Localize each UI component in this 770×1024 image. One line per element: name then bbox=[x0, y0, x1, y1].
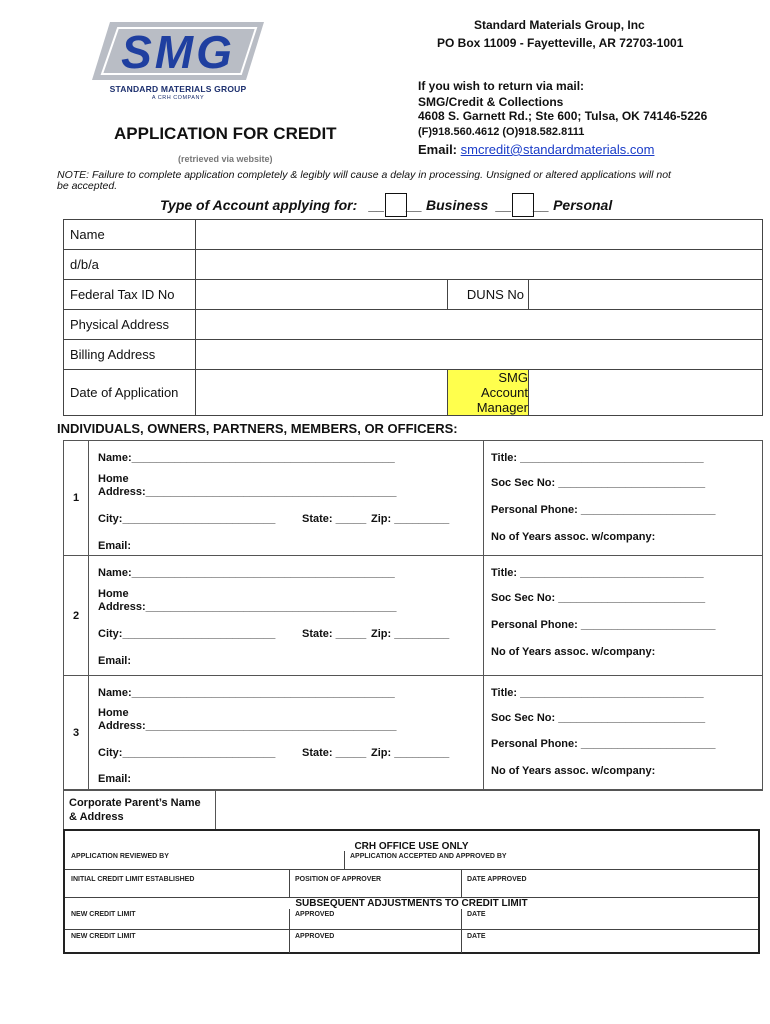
duns-field[interactable] bbox=[529, 280, 763, 310]
individual-row bbox=[64, 676, 763, 790]
person-name-field[interactable]: Name:___________________________________________ bbox=[98, 687, 395, 699]
home-address-field[interactable]: Address:_________________________________________ bbox=[98, 601, 397, 613]
tax-id-field[interactable] bbox=[196, 280, 448, 310]
office-use-title: CRH OFFICE USE ONLY bbox=[354, 841, 469, 852]
individuals-title: INDIVIDUALS, OWNERS, PARTNERS, MEMBERS, OR OFFICERS: bbox=[57, 421, 458, 436]
row-number: 1 bbox=[64, 441, 89, 556]
note-text: NOTE: Failure to complete application completely & legibly will cause a delay in processing. Unsigned or altered applications will not be accepted. bbox=[57, 169, 671, 192]
years-field[interactable]: No of Years assoc. w/company: bbox=[491, 765, 656, 777]
person-name-field[interactable]: Name:___________________________________________ bbox=[98, 567, 395, 579]
phone-field[interactable]: Personal Phone: ______________________ bbox=[491, 619, 716, 631]
svg-text:SMG: SMG bbox=[121, 26, 235, 78]
ssn-field[interactable]: Soc Sec No: ________________________ bbox=[491, 592, 706, 604]
physical-address-label: Physical Address bbox=[64, 310, 196, 340]
mail-phones: (F)918.560.4612 (O)918.582.8111 bbox=[418, 126, 585, 138]
company-name: Standard Materials Group, Inc bbox=[474, 18, 645, 32]
corporate-parent-label bbox=[64, 791, 216, 830]
individual-right-cell bbox=[484, 676, 763, 790]
date-label: DATE bbox=[467, 933, 486, 940]
smg-manager-label bbox=[448, 370, 529, 416]
approved-label: APPROVED bbox=[295, 911, 335, 918]
years-field[interactable]: No of Years assoc. w/company: bbox=[491, 531, 656, 543]
retrieved-note: (retrieved via website) bbox=[178, 154, 273, 164]
mail-address: 4608 S. Garnett Rd.; Ste 600; Tulsa, OK 74146-5226 bbox=[418, 109, 708, 123]
individual-right-cell bbox=[484, 556, 763, 676]
city-field[interactable]: City:_________________________ bbox=[98, 513, 276, 525]
billing-address-label: Billing Address bbox=[64, 340, 196, 370]
tax-id-label: Federal Tax ID No bbox=[64, 280, 196, 310]
office-use-section bbox=[63, 829, 760, 954]
home-label: Home bbox=[98, 473, 129, 485]
account-type-row: Type of Account applying for: __ __ Business __ __ Personal bbox=[160, 193, 612, 217]
account-type-label: Type of Account applying for: bbox=[160, 197, 358, 213]
individual-left-cell bbox=[89, 441, 484, 556]
new-limit-label: NEW CREDIT LIMIT bbox=[71, 911, 136, 918]
smg-manager-label-line1: SMG Account bbox=[481, 370, 528, 400]
email-field[interactable]: Email: bbox=[98, 773, 132, 785]
state-field[interactable]: State: _____ bbox=[302, 628, 367, 640]
smg-manager-label-line2: Manager bbox=[476, 400, 528, 415]
page-title: APPLICATION FOR CREDIT bbox=[114, 124, 337, 143]
state-field[interactable]: State: _____ bbox=[302, 513, 367, 525]
reviewed-by-label: APPLICATION REVIEWED BY bbox=[71, 853, 169, 860]
billing-address-field[interactable] bbox=[196, 340, 763, 370]
home-address-field[interactable]: Address:_________________________________________ bbox=[98, 720, 397, 732]
email-link[interactable]: smcredit@standardmaterials.com bbox=[460, 142, 655, 157]
name-field[interactable] bbox=[196, 220, 763, 250]
individuals-table bbox=[63, 440, 763, 790]
home-label: Home bbox=[98, 707, 129, 719]
applicant-info-table bbox=[63, 219, 763, 416]
dba-field[interactable] bbox=[196, 250, 763, 280]
company-po-box: PO Box 11009 - Fayetteville, AR 72703-1001 bbox=[437, 36, 684, 50]
business-checkbox[interactable] bbox=[385, 193, 407, 217]
ssn-field[interactable]: Soc Sec No: ________________________ bbox=[491, 477, 706, 489]
initial-limit-label: INITIAL CREDIT LIMIT ESTABLISHED bbox=[71, 876, 195, 883]
row-number: 2 bbox=[64, 556, 89, 676]
position-label: POSITION OF APPROVER bbox=[295, 876, 382, 883]
city-field[interactable]: City:_________________________ bbox=[98, 747, 276, 759]
date-label: Date of Application bbox=[64, 370, 196, 416]
individual-left-cell bbox=[89, 556, 484, 676]
title-field[interactable]: Title: ______________________________ bbox=[491, 687, 704, 699]
subsequent-title: SUBSEQUENT ADJUSTMENTS TO CREDIT LIMIT bbox=[295, 898, 528, 909]
ssn-field[interactable]: Soc Sec No: ________________________ bbox=[491, 712, 706, 724]
corporate-parent-table bbox=[63, 790, 763, 830]
mail-email-row bbox=[418, 142, 654, 157]
zip-field[interactable]: Zip: _________ bbox=[371, 513, 450, 525]
email-field[interactable]: Email: bbox=[98, 540, 132, 552]
duns-label: DUNS No bbox=[448, 280, 529, 310]
individual-right-cell bbox=[484, 441, 763, 556]
phone-field[interactable]: Personal Phone: ______________________ bbox=[491, 504, 716, 516]
dba-label: d/b/a bbox=[64, 250, 196, 280]
personal-checkbox[interactable] bbox=[512, 193, 534, 217]
years-field[interactable]: No of Years assoc. w/company: bbox=[491, 646, 656, 658]
new-limit-label: NEW CREDIT LIMIT bbox=[71, 933, 136, 940]
logo-tagline: A CRH COMPANY bbox=[151, 95, 205, 101]
name-label: Name bbox=[64, 220, 196, 250]
mail-intro: If you wish to return via mail: bbox=[418, 79, 585, 93]
zip-field[interactable]: Zip: _________ bbox=[371, 628, 450, 640]
accepted-by-label: APPLICATION ACCEPTED AND APPROVED BY bbox=[350, 853, 507, 860]
city-field[interactable]: City:_________________________ bbox=[98, 628, 276, 640]
physical-address-field[interactable] bbox=[196, 310, 763, 340]
individual-left-cell bbox=[89, 676, 484, 790]
date-field[interactable] bbox=[196, 370, 448, 416]
person-name-field[interactable]: Name:___________________________________________ bbox=[98, 452, 395, 464]
smg-logo bbox=[92, 22, 264, 80]
title-field[interactable]: Title: ______________________________ bbox=[491, 567, 704, 579]
logo-subtitle: STANDARD MATERIALS GROUP bbox=[109, 84, 247, 94]
email-label: Email: bbox=[418, 142, 458, 157]
personal-label: Personal bbox=[553, 197, 613, 213]
corporate-parent-label-line1: Corporate Parent’s Name bbox=[69, 797, 201, 809]
row-number: 3 bbox=[64, 676, 89, 790]
corporate-parent-field[interactable] bbox=[216, 791, 764, 830]
date-label: DATE bbox=[467, 911, 486, 918]
business-label: Business bbox=[426, 197, 489, 213]
title-field[interactable]: Title: ______________________________ bbox=[491, 452, 704, 464]
phone-field[interactable]: Personal Phone: ______________________ bbox=[491, 738, 716, 750]
individual-row bbox=[64, 556, 763, 676]
approved-label: APPROVED bbox=[295, 933, 335, 940]
smg-manager-field[interactable] bbox=[529, 370, 763, 416]
email-field[interactable]: Email: bbox=[98, 655, 132, 667]
corporate-parent-label-line2: & Address bbox=[69, 811, 124, 823]
state-field[interactable]: State: _____ bbox=[302, 747, 367, 759]
individual-row bbox=[64, 441, 763, 556]
date-approved-label: DATE APPROVED bbox=[467, 876, 527, 883]
mail-dept: SMG/Credit & Collections bbox=[418, 95, 564, 109]
zip-field[interactable]: Zip: _________ bbox=[371, 747, 450, 759]
home-address-field[interactable]: Address:_________________________________________ bbox=[98, 486, 397, 498]
home-label: Home bbox=[98, 588, 129, 600]
